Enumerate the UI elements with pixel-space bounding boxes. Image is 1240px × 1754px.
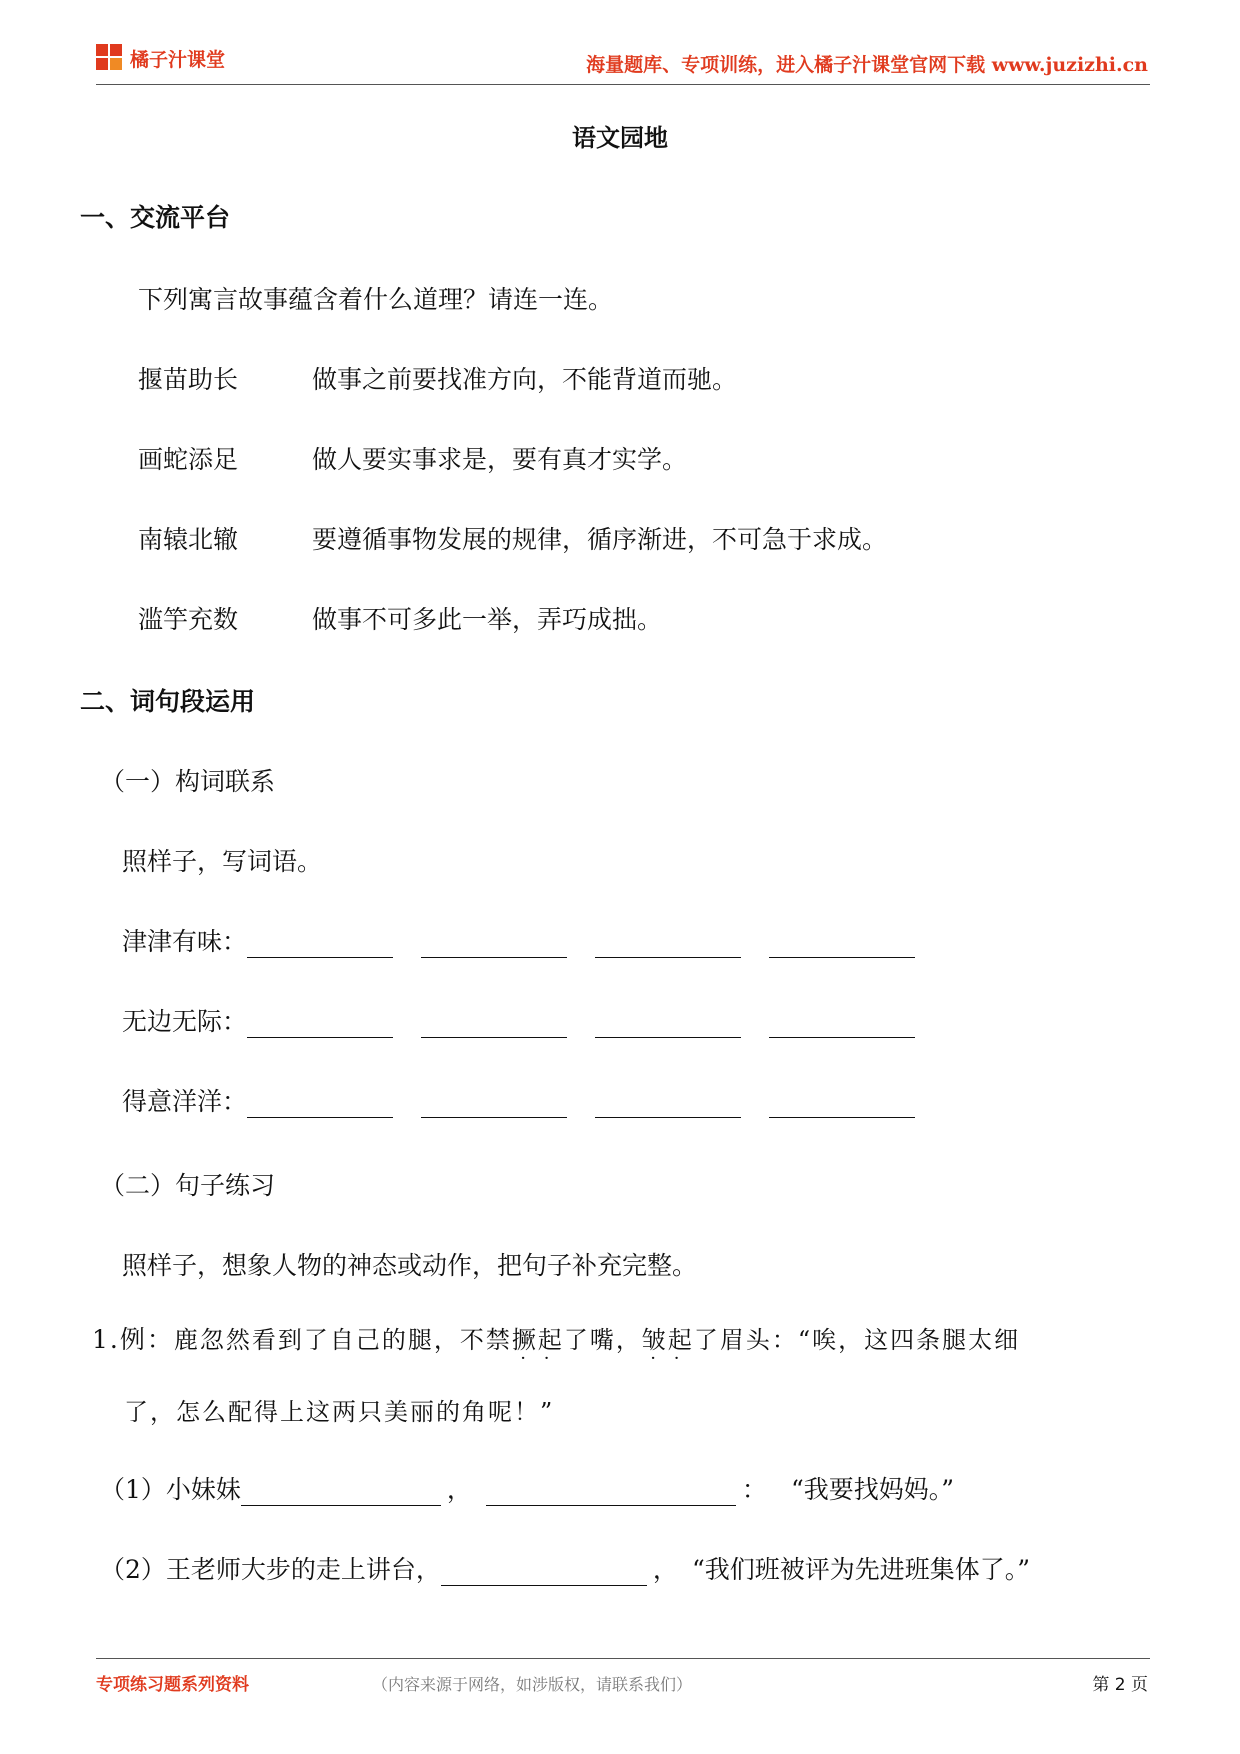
answer-blank[interactable] bbox=[769, 929, 915, 958]
orange-logo-icon bbox=[96, 44, 124, 72]
moral-2: 做人要实事求是，要有真才实学。 bbox=[312, 445, 688, 474]
answer-blanks bbox=[247, 1089, 915, 1118]
part1-prompt: 照样子，写词语。 bbox=[122, 847, 323, 876]
moral-1: 做事之前要找准方向，不能背道而驰。 bbox=[312, 365, 738, 394]
question-2-quote: “我们班被评为先进班集体了。” bbox=[691, 1555, 1031, 1584]
example-line-1 bbox=[92, 1320, 1020, 1356]
answer-blank[interactable] bbox=[247, 929, 393, 958]
question-1-colon: ： bbox=[741, 1475, 767, 1504]
answer-blank[interactable] bbox=[421, 1009, 567, 1038]
idiom-4: 滥竽充数 bbox=[138, 605, 239, 634]
answer-blank[interactable] bbox=[769, 1089, 915, 1118]
emphasis-word: 皱起 · · bbox=[642, 1320, 694, 1355]
answer-blank[interactable] bbox=[595, 929, 741, 958]
section2-heading: 二、词句段运用 bbox=[80, 687, 256, 716]
part2-prompt: 照样子，想象人物的神态或动作，把句子补充完整。 bbox=[122, 1251, 698, 1280]
question-2-comma: ， bbox=[652, 1555, 678, 1584]
question-2-prefix: （2）王老师大步的走上讲台， bbox=[100, 1555, 441, 1584]
word-row-1 bbox=[122, 922, 915, 958]
answer-blanks bbox=[247, 929, 915, 958]
question-1-prefix: （1）小妹妹 bbox=[100, 1475, 241, 1504]
header-divider bbox=[96, 84, 1150, 85]
answer-blank[interactable] bbox=[421, 1089, 567, 1118]
answer-blank[interactable] bbox=[595, 1009, 741, 1038]
answer-blank[interactable] bbox=[241, 1477, 441, 1506]
emphasis-word: 撅起 · · bbox=[512, 1320, 564, 1355]
brand-logo bbox=[96, 44, 225, 72]
idiom-2: 画蛇添足 bbox=[138, 445, 239, 474]
footer-copyright-note: （内容来源于网络，如涉版权，请联系我们） bbox=[372, 1675, 693, 1694]
example-line-2: 了，怎么配得上这两只美丽的角呢！” bbox=[124, 1398, 555, 1426]
example-prefix: 1.例： bbox=[92, 1325, 174, 1354]
example-text: 鹿忽然看到了自己的腿，不禁 bbox=[173, 1326, 512, 1354]
word-row-label: 无边无际： bbox=[122, 1007, 248, 1036]
answer-blank[interactable] bbox=[441, 1557, 647, 1586]
question-1-quote: “我要找妈妈。” bbox=[790, 1475, 954, 1504]
word-row-2 bbox=[122, 1002, 915, 1038]
answer-blank[interactable] bbox=[595, 1089, 741, 1118]
word-row-label: 得意洋洋： bbox=[122, 1087, 248, 1116]
example-text: 了嘴， bbox=[563, 1326, 642, 1354]
part2-heading: （二）句子练习 bbox=[100, 1171, 276, 1200]
brand-name: 橘子汁课堂 bbox=[130, 48, 226, 71]
answer-blank[interactable] bbox=[421, 929, 567, 958]
section1-heading: 一、交流平台 bbox=[80, 203, 231, 232]
answer-blank[interactable] bbox=[247, 1089, 393, 1118]
word-row-3 bbox=[122, 1082, 915, 1118]
moral-3: 要遵循事物发展的规律，循序渐进，不可急于求成。 bbox=[312, 525, 888, 554]
answer-blank[interactable] bbox=[769, 1009, 915, 1038]
question-2 bbox=[100, 1550, 1030, 1586]
idiom-1: 揠苗助长 bbox=[138, 365, 239, 394]
part1-heading: （一）构词联系 bbox=[100, 767, 276, 796]
answer-blanks bbox=[247, 1009, 915, 1038]
footer-divider bbox=[96, 1658, 1150, 1659]
page-title: 语文园地 bbox=[572, 123, 668, 152]
footer-series: 专项练习题系列资料 bbox=[96, 1675, 249, 1695]
example-text: 了眉头：“唉，这四条腿太细 bbox=[693, 1326, 1021, 1354]
section1-prompt: 下列寓言故事蕴含着什么道理？请连一连。 bbox=[138, 285, 614, 314]
header-tagline: 海量题库、专项训练，进入橘子汁课堂官网下载 www.juzizhi.cn bbox=[586, 54, 1148, 76]
answer-blank[interactable] bbox=[486, 1477, 736, 1506]
page-number: 第 2 页 bbox=[1092, 1675, 1148, 1695]
word-row-label: 津津有味： bbox=[122, 927, 248, 956]
idiom-3: 南辕北辙 bbox=[138, 525, 239, 554]
answer-blank[interactable] bbox=[247, 1009, 393, 1038]
moral-4: 做事不可多此一举，弄巧成拙。 bbox=[312, 605, 663, 634]
question-1-comma: ， bbox=[446, 1475, 472, 1504]
question-1 bbox=[100, 1470, 954, 1506]
